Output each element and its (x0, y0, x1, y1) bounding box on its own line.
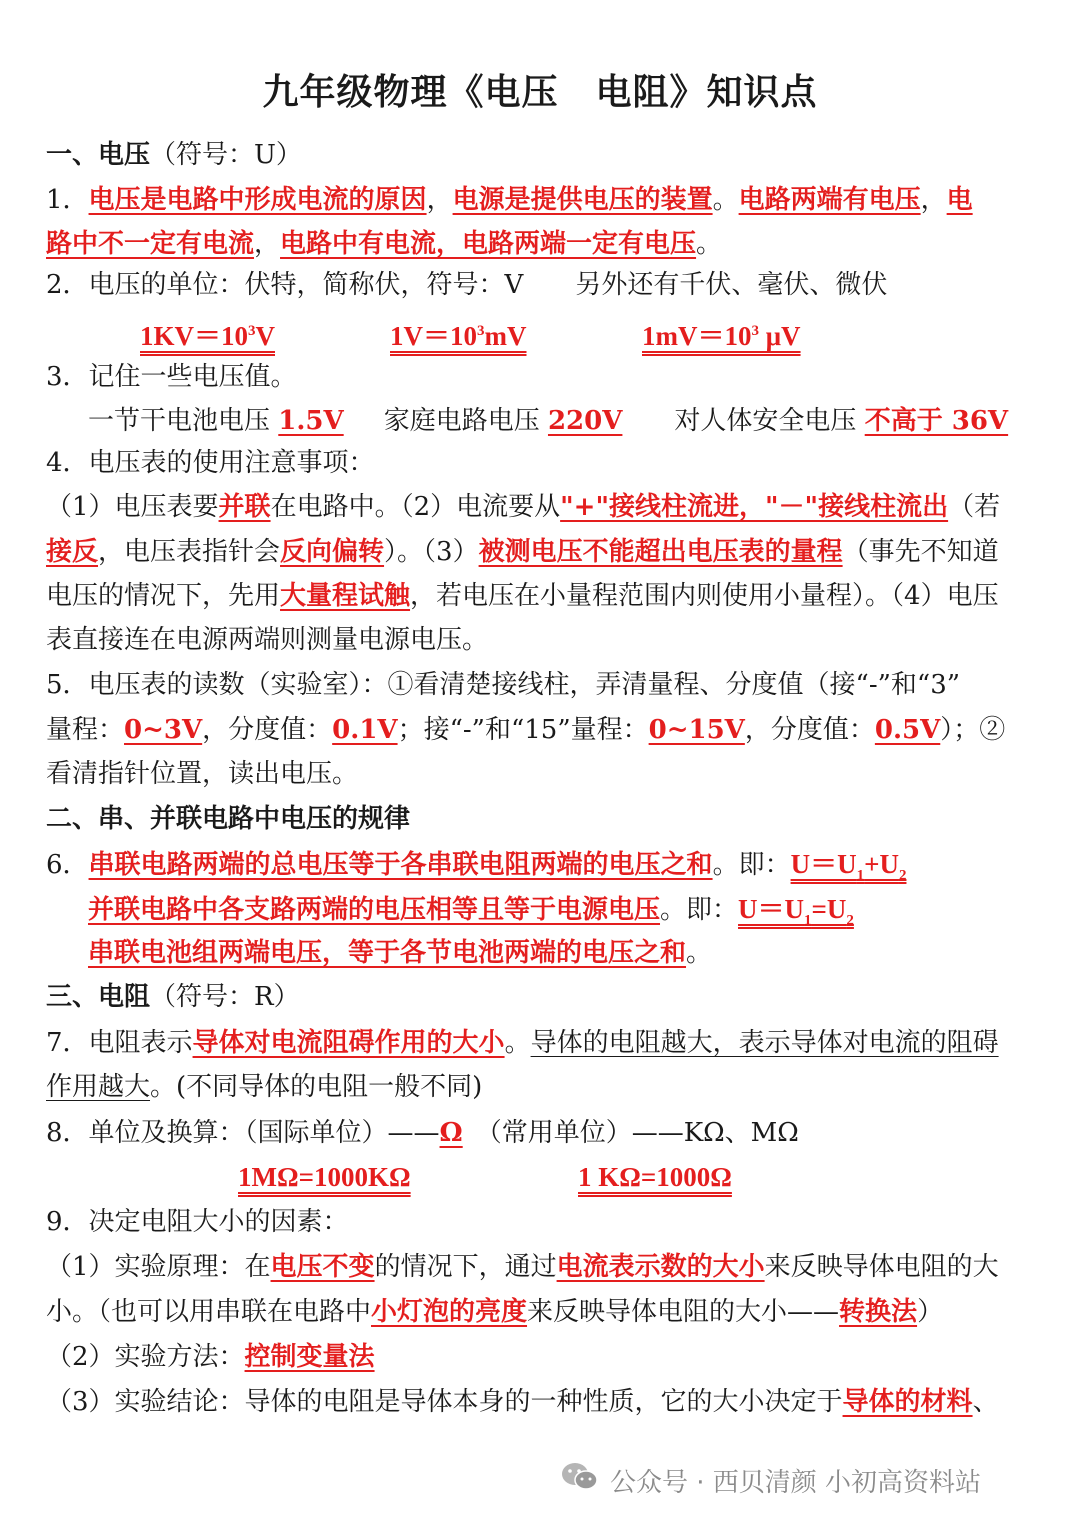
paragraph-1-line-1: 1．电压是电路中形成电流的原因，电源是提供电压的装置。电路两端有电压，电 (46, 185, 973, 215)
paragraph-4: 4．电压表的使用注意事项： (46, 448, 375, 478)
paragraph-2: 2．电压的单位：伏特，简称伏，符号：V 另外还有千伏、毫伏、微伏 (46, 270, 888, 300)
paragraph-9-line-3: （2）实验方法：控制变量法 (46, 1342, 375, 1372)
paragraph-8: 8．单位及换算：（国际单位）——Ω （常用单位）——KΩ、MΩ (46, 1118, 799, 1148)
paragraph-7-line-2: 作用越大。(不同导体的电阻一般不同) (46, 1072, 483, 1102)
formula-kiloohm: 1 KΩ=1000Ω (578, 1162, 732, 1192)
paragraph-9-line-1: （1）实验原理：在电压不变的情况下，通过电流表示数的大小来反映导体电阻的大 (46, 1252, 999, 1282)
voltage-values-line: 一节干电池电压 1.5V 家庭电路电压 220V 对人体安全电压 不高于 36V (88, 406, 1009, 436)
formula-uv: $1mV=10^3$ μV (642, 321, 801, 351)
paragraph-4-line-3: 电压的情况下，先用大量程试触，若电压在小量程范围内则使用小量程）。（4）电压 (46, 581, 999, 611)
formula-kv: $1KV=10^3V$ (140, 321, 275, 351)
paragraph-5-line-2: 量程：0~3V，分度值：0.1V；接“-”和“15”量程：0~15V，分度值：0.5V）；② (46, 715, 1006, 745)
paragraph-7-line-1: 7．电阻表示导体对电流阻碍作用的大小。导体的电阻越大，表示导体对电流的阻碍 (46, 1028, 999, 1058)
section-heading-voltage: 一、电压（符号：U） (46, 140, 302, 170)
paragraph-4-line-2: 接反，电压表指针会反向偏转）。（3）被测电压不能超出电压表的量程（事先不知道 (46, 537, 999, 567)
section-heading-series-parallel: 二、串、并联电路中电压的规律 (46, 804, 411, 834)
watermark (560, 1460, 1060, 1500)
page-title: 九年级物理《电压 电阻》知识点 (262, 72, 818, 113)
paragraph-3: 3．记住一些电压值。 (46, 362, 297, 392)
paragraph-1-line-2: 路中不一定有电流，电路中有电流，电路两端一定有电压。 (46, 229, 723, 259)
section-heading-resistance: 三、电阻（符号：R） (46, 982, 300, 1012)
paragraph-9-line-2: 小。（也可以用串联在电路中小灯泡的亮度来反映导体电阻的大小——转换法） (46, 1297, 944, 1327)
paragraph-6-line-2: 并联电路中各支路两端的电压相等且等于电源电压。即：$U=U_1=U_2$ (88, 894, 854, 929)
paragraph-5-line-3: 看清指针位置，读出电压。 (46, 759, 359, 789)
formula-parallel-voltage: $U=U_1=U_2$ (738, 894, 854, 929)
paragraph-6-line-3: 串联电池组两端电压，等于各节电池两端的电压之和。 (88, 938, 713, 968)
paragraph-9-line-4: （3）实验结论：导体的电阻是导体本身的一种性质，它的大小决定于导体的材料、 (46, 1387, 999, 1417)
paragraph-5-line-1: 5．电压表的读数（实验室）：①看清楚接线柱，弄清量程、分度值（接“-”和“3” (46, 670, 961, 700)
paragraph-6-line-1: 6．串联电路两端的总电压等于各串联电阻两端的电压之和。即：$U=U_1+U_2$ (46, 849, 907, 884)
paragraph-4-line-4: 表直接连在电源两端则测量电源电压。 (46, 625, 489, 655)
wechat-icon (560, 1460, 600, 1501)
paragraph-9: 9．决定电阻大小的因素： (46, 1207, 349, 1237)
watermark-text: 公众号 · 西贝清颜 小初高资料站 (610, 1467, 982, 1498)
paragraph-4-line-1: （1）电压表要并联在电路中。（2）电流要从"+"接线柱流进，"－"接线柱流出（若 (46, 492, 1001, 522)
formula-series-voltage: $U=U_1+U_2$ (790, 849, 907, 884)
formula-megaohm: 1MΩ=1000KΩ (238, 1162, 411, 1192)
formula-mv: $1V=10^3mV$ (390, 321, 527, 351)
